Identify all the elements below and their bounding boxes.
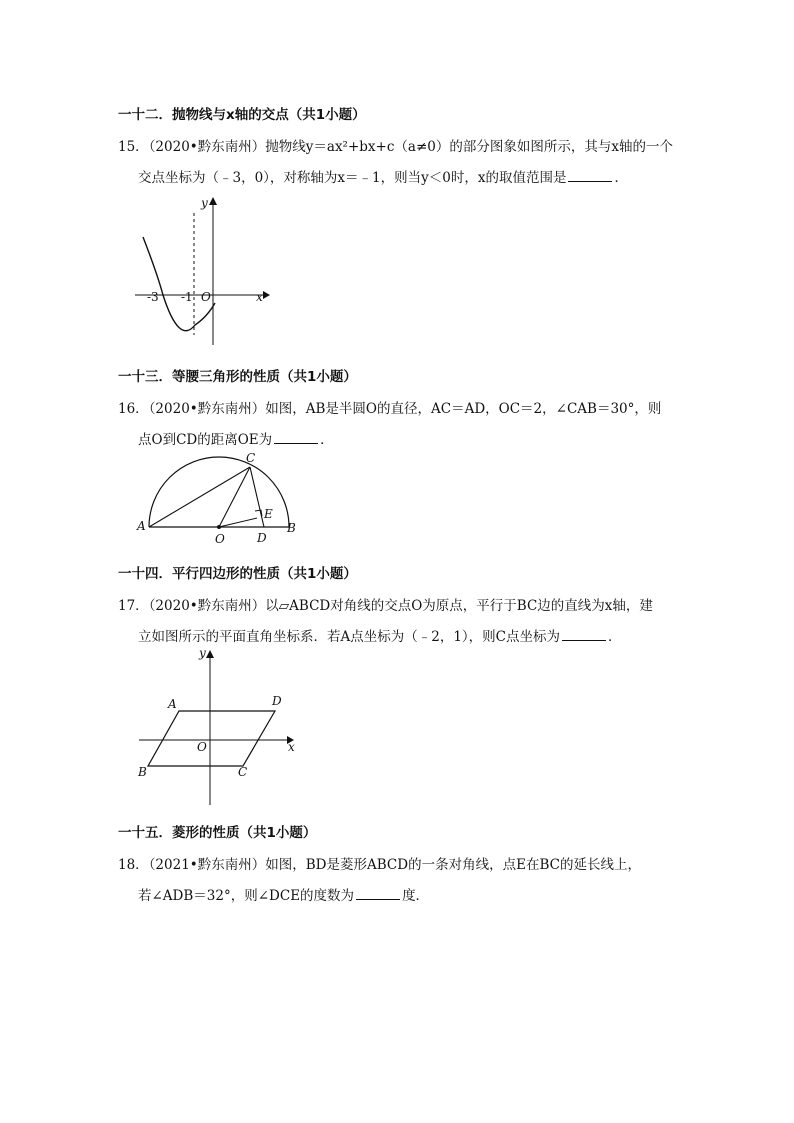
problem-16-line1 <box>118 397 661 417</box>
y-axis-arrow <box>209 197 217 205</box>
problem-18-line1 <box>118 853 641 873</box>
problem-text: 如图，BD是菱形ABCD的一条对角线，点E在BC的延长线上， <box>265 857 641 873</box>
problem-16-line2 <box>138 428 334 448</box>
problem-number: 15． <box>118 139 149 155</box>
problem-number: 17． <box>118 598 149 614</box>
problem-source: （2021•黔东南州） <box>148 857 266 873</box>
y-axis-arrow <box>206 650 214 658</box>
x-label: x <box>256 290 263 304</box>
segment-OE <box>219 518 257 527</box>
problem-number: 16． <box>118 401 149 417</box>
y-label: y <box>201 196 208 210</box>
parallelogram-ABCD <box>148 711 275 766</box>
label-D: D <box>272 694 282 708</box>
problem-text-end: ． <box>608 629 622 645</box>
answer-blank[interactable] <box>568 169 612 182</box>
label-O: O <box>215 532 225 546</box>
center-point <box>217 525 221 529</box>
x-label: x <box>288 740 295 754</box>
semicircle-figure <box>135 450 305 550</box>
tick-label-neg1: -1 <box>181 290 193 304</box>
problem-text-end: 度． <box>402 888 430 904</box>
problem-15-line2 <box>138 166 628 186</box>
origin-label: O <box>201 290 211 304</box>
problem-18-line2 <box>138 884 429 904</box>
problem-text: 点O到CD的距离OE为 <box>138 432 273 448</box>
problem-text: 立如图所示的平面直角坐标系．若A点坐标为（﹣2，1），则C点坐标为 <box>138 629 561 645</box>
label-C: C <box>238 765 248 779</box>
label-A: A <box>137 519 146 533</box>
problem-text: 以▱ABCD对角线的交点O为原点，平行于BC边的直线为x轴，建 <box>265 598 653 614</box>
tick-label-neg3: -3 <box>147 290 159 304</box>
label-O: O <box>197 740 207 754</box>
y-label: y <box>199 646 206 660</box>
label-D: D <box>257 531 267 545</box>
problem-source: （2020•黔东南州） <box>148 598 266 614</box>
label-B: B <box>138 765 147 779</box>
section-heading-12: 一十二．抛物线与x轴的交点（共1小题） <box>118 107 366 123</box>
section-heading-14: 一十四．平行四边形的性质（共1小题） <box>118 566 357 582</box>
problem-17-line1 <box>118 594 653 614</box>
label-C: C <box>246 451 256 465</box>
problem-15-line1 <box>118 135 673 155</box>
parabola-figure <box>135 195 275 350</box>
label-B: B <box>287 521 296 535</box>
x-axis-arrow <box>263 291 270 299</box>
problem-text-end: ． <box>320 432 334 448</box>
parallelogram-figure <box>135 645 305 810</box>
problem-17-line2 <box>138 625 622 645</box>
answer-blank[interactable] <box>274 431 318 444</box>
problem-number: 18． <box>118 857 149 873</box>
problem-text-end: ． <box>614 170 628 186</box>
label-E: E <box>264 507 273 521</box>
parabola-curve <box>143 237 215 331</box>
problem-source: （2020•黔东南州） <box>148 401 266 417</box>
problem-source: （2020•黔东南州） <box>148 139 266 155</box>
label-A: A <box>168 697 177 711</box>
section-heading-13: 一十三．等腰三角形的性质（共1小题） <box>118 369 357 385</box>
problem-text: 如图，AB是半圆O的直径，AC＝AD，OC＝2，∠CAB＝30°，则 <box>265 401 662 417</box>
problem-text: 交点坐标为（﹣3，0），对称轴为x＝﹣1，则当y＜0时，x的取值范围是 <box>138 170 567 186</box>
answer-blank[interactable] <box>562 628 606 641</box>
answer-blank[interactable] <box>356 887 400 900</box>
problem-text: 抛物线y＝ax²+bx+c（a≠0）的部分图象如图所示，其与x轴的一个 <box>265 139 673 155</box>
section-heading-15: 一十五．菱形的性质（共1小题） <box>118 825 317 841</box>
problem-text: 若∠ADB＝32°，则∠DCE的度数为 <box>138 888 355 904</box>
